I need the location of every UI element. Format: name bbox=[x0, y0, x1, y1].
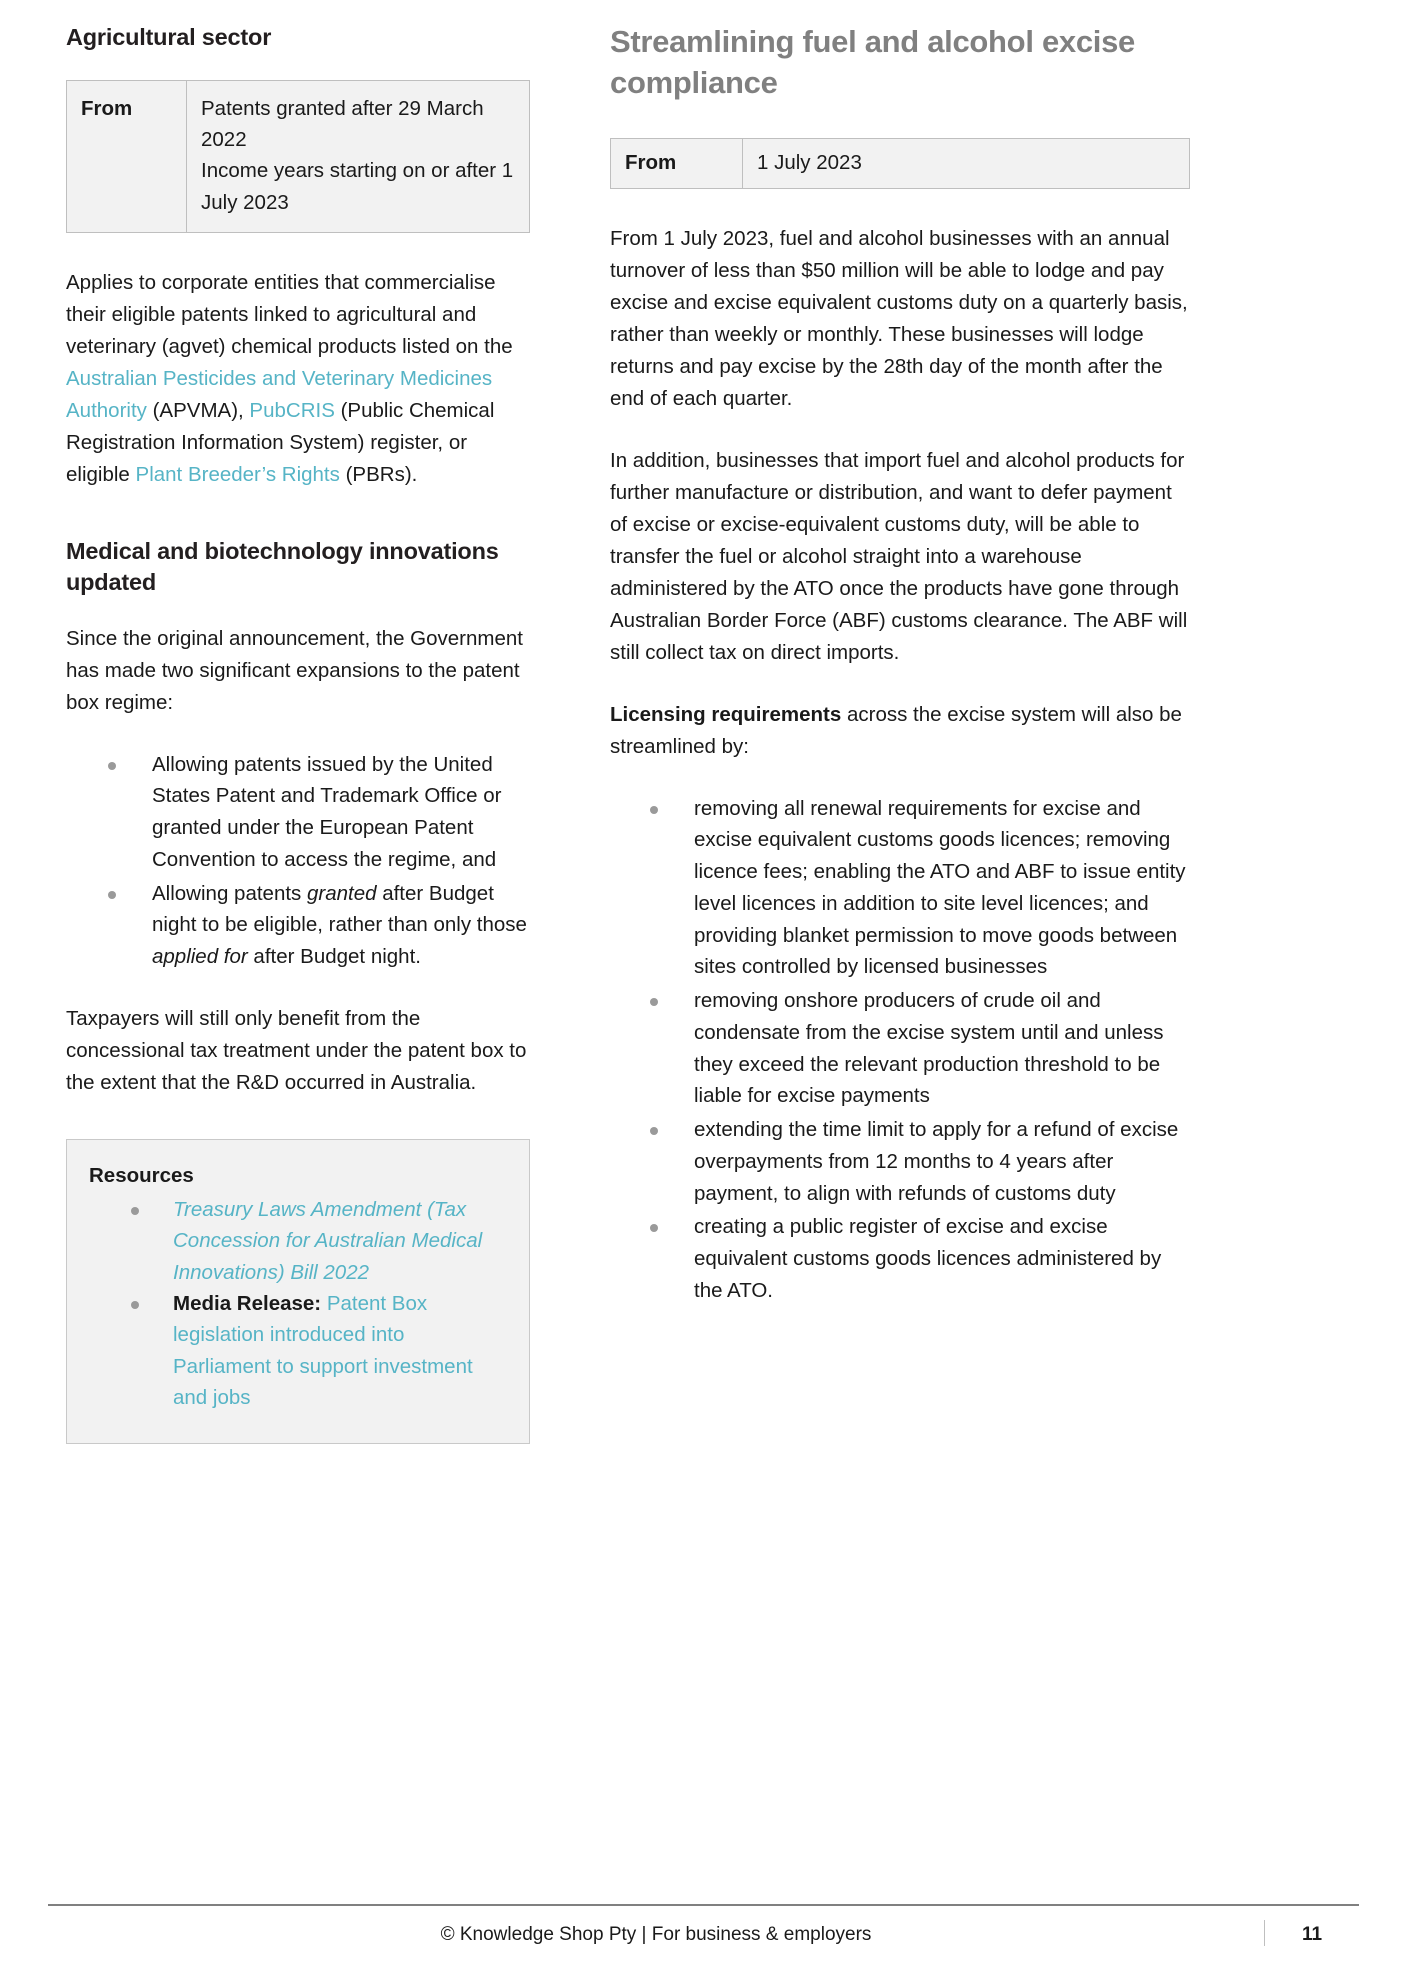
medical-biotech-heading: Medical and biotechnology innovations updated bbox=[66, 538, 499, 595]
footer-copyright: © Knowledge Shop Pty | For business & employers bbox=[440, 1924, 872, 1945]
resources-list bbox=[89, 1194, 503, 1414]
agricultural-from-table bbox=[66, 80, 530, 233]
excise-from-table bbox=[610, 138, 1190, 189]
taxpayers-benefit-paragraph: Taxpayers will still only benefit from the concessional tax treatment under the patent box to the extent that the R&D occurred in Australia. bbox=[66, 1006, 527, 1094]
bullet-text-part-1: Allowing patents bbox=[152, 881, 307, 905]
patent-expansion-bullet-list bbox=[66, 749, 530, 973]
list-item bbox=[173, 1288, 503, 1413]
bullet-text-italic-1: granted bbox=[306, 881, 377, 905]
paragraph-text-part-3: (Public Chemical Registration Information System) register, or eligible bbox=[66, 398, 495, 486]
treasury-laws-amendment-link[interactable]: Treasury Laws Amendment (Tax Concession for Australian Medical Innovations) Bill 2022 bbox=[173, 1197, 483, 1284]
licensing-bullet-list bbox=[610, 793, 1190, 1307]
from-value-line-1: Patents granted after 29 March 2022 bbox=[201, 97, 484, 152]
table-row bbox=[67, 81, 530, 233]
bullet-text-part-1: Allowing patents issued by the United States Patent and Trademark Office or granted under the European Patent Convention to access the regime, and bbox=[152, 752, 502, 871]
apvma-link[interactable]: Australian Pesticides and Veterinary Medicines Authority bbox=[66, 366, 493, 422]
paragraph-text-part-4: (PBRs). bbox=[339, 462, 418, 486]
bullet-text-part-2: after Budget night to be eligible, rather than only those bbox=[152, 881, 527, 937]
media-release-prefix: Media Release: bbox=[173, 1291, 327, 1315]
resources-box bbox=[66, 1139, 530, 1445]
list-item: removing onshore producers of crude oil and condensate from the excise system until and unless they exceed the relevant production threshold to be liable for excise payments bbox=[694, 985, 1190, 1112]
list-item bbox=[173, 1194, 503, 1288]
from-value-cell bbox=[187, 81, 530, 233]
paragraph-text-part-2: (APVMA), bbox=[146, 398, 250, 422]
licensing-requirements-bold: Licensing requirements bbox=[610, 702, 842, 726]
list-item: creating a public register of excise and excise equivalent customs goods licences administered by the ATO. bbox=[694, 1211, 1190, 1306]
list-item bbox=[152, 878, 530, 973]
page-number: 11 bbox=[1301, 1924, 1323, 1945]
right-column bbox=[610, 22, 1190, 1855]
from-value-cell: 1 July 2023 bbox=[743, 138, 1190, 188]
plant-breeders-rights-link[interactable]: Plant Breeder’s Rights bbox=[135, 462, 340, 486]
from-label-cell: From bbox=[611, 138, 743, 188]
from-label-cell: From bbox=[67, 81, 187, 233]
from-value-line-2: Income years starting on or after 1 July 2023 bbox=[201, 159, 514, 214]
left-column bbox=[66, 22, 530, 1855]
streamlining-excise-heading: Streamlining fuel and alcohol excise compliance bbox=[610, 24, 1135, 100]
agricultural-sector-heading: Agricultural sector bbox=[66, 24, 272, 50]
bullet-text-italic-2: applied for bbox=[152, 945, 248, 969]
table-row bbox=[611, 138, 1190, 188]
resources-title: Resources bbox=[89, 1163, 194, 1187]
pubcris-link[interactable]: PubCRIS bbox=[249, 398, 335, 422]
licensing-requirements-paragraph bbox=[610, 699, 1190, 763]
page-footer bbox=[48, 1904, 1359, 1946]
paragraph-text-part-1: Applies to corporate entities that commercialise their eligible patents linked to agricultural and veterinary (agvet) chemical products listed on the bbox=[66, 270, 513, 358]
medical-biotech-intro-paragraph: Since the original announcement, the Government has made two significant expansions to the patent box regime: bbox=[66, 626, 523, 714]
bullet-text-part-3: after Budget night. bbox=[247, 945, 421, 969]
excise-paragraph-2: In addition, businesses that import fuel and alcohol products for further manufacture or distribution, and want to defer payment of excise or excise-equivalent customs duty, will be able to transfer the fuel or alcohol straight into a warehouse administered by the ATO once the products have gone through Australian Border Force (ABF) customs clearance. The ABF will still collect tax on direct imports. bbox=[610, 448, 1188, 664]
licensing-requirements-rest: across the excise system will also be streamlined by: bbox=[610, 702, 1182, 758]
list-item: extending the time limit to apply for a refund of excise overpayments from 12 months to 4 years after payment, to align with refunds of customs duty bbox=[694, 1114, 1190, 1209]
list-item: removing all renewal requirements for excise and excise equivalent customs goods licences; removing licence fees; enabling the ATO and ABF to issue entity level licences in addition to site level licences; and providing blanket permission to move goods between sites controlled by licensed businesses bbox=[694, 793, 1190, 984]
patent-box-legislation-link[interactable]: Patent Box legislation introduced into Parliament to support investment and jobs bbox=[173, 1291, 473, 1409]
agricultural-paragraph bbox=[66, 267, 530, 491]
excise-paragraph-1: From 1 July 2023, fuel and alcohol businesses with an annual turnover of less than $50 million will be able to lodge and pay excise and excise equivalent customs duty on a quarterly basis, rather than weekly or monthly. These businesses will lodge returns and pay excise by the 28th day of the month after the end of each quarter. bbox=[610, 226, 1188, 410]
list-item bbox=[152, 749, 530, 876]
